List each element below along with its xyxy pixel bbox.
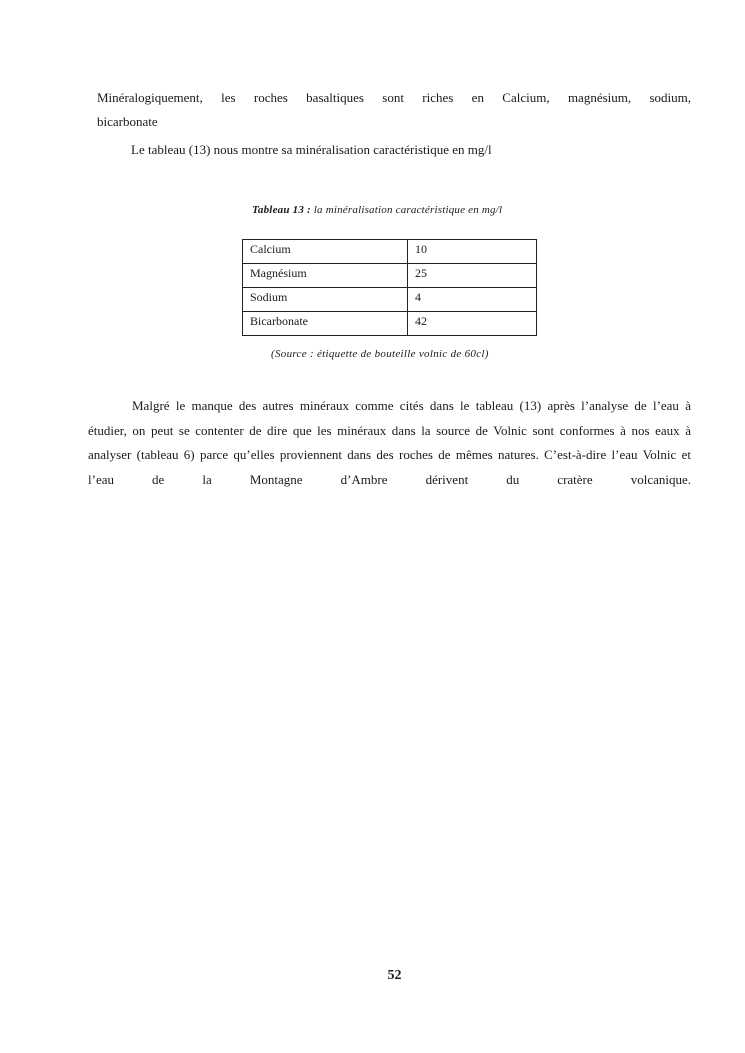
table-row (243, 312, 537, 336)
table-row (243, 240, 537, 264)
page-number: 52 (387, 968, 402, 983)
table-cell-mineral: Calcium (243, 240, 408, 264)
table-cell-mineral: Sodium (243, 288, 408, 312)
paragraph-table-intro: Le tableau (13) nous montre sa minéralisation caractéristique en mg/l (131, 142, 492, 157)
table-cell-value: 4 (408, 288, 537, 312)
table-source-note: (Source : étiquette de bouteille volnic de 60cl) (271, 348, 489, 360)
table-caption-text: la minéralisation caractéristique en mg/l (310, 204, 503, 216)
table-cell-value: 10 (408, 240, 537, 264)
table-caption (252, 204, 502, 216)
table-cell-value: 42 (408, 312, 537, 336)
table-row (243, 264, 537, 288)
table-cell-mineral: Magnésium (243, 264, 408, 288)
paragraph-conclusion: Malgré le manque des autres minéraux comme cités dans le tableau (13) après l’analyse de l’eau à étudier, on peut se contenter de dire que les minéraux dans la source de Volnic sont conformes à nos eaux à analyser (tableau 6) parce qu’elles proviennent dans des roches de mêmes natures. C’est-à-dire l’eau Volnic et l’eau de la Montagne d’Ambre dérivent du cratère volcanique. (88, 398, 691, 487)
table-cell-mineral: Bicarbonate (243, 312, 408, 336)
paragraph-mineralogy-line1: Minéralogiquement, les roches basaltiques sont riches en Calcium, magnésium, sodium, (97, 90, 691, 105)
mineralization-table (242, 239, 537, 336)
table-row (243, 288, 537, 312)
table-cell-value: 25 (408, 264, 537, 288)
paragraph-mineralogy-line2: bicarbonate (97, 114, 158, 129)
paragraph-mineralogy (97, 86, 691, 134)
table-caption-label: Tableau 13 : (252, 204, 311, 216)
